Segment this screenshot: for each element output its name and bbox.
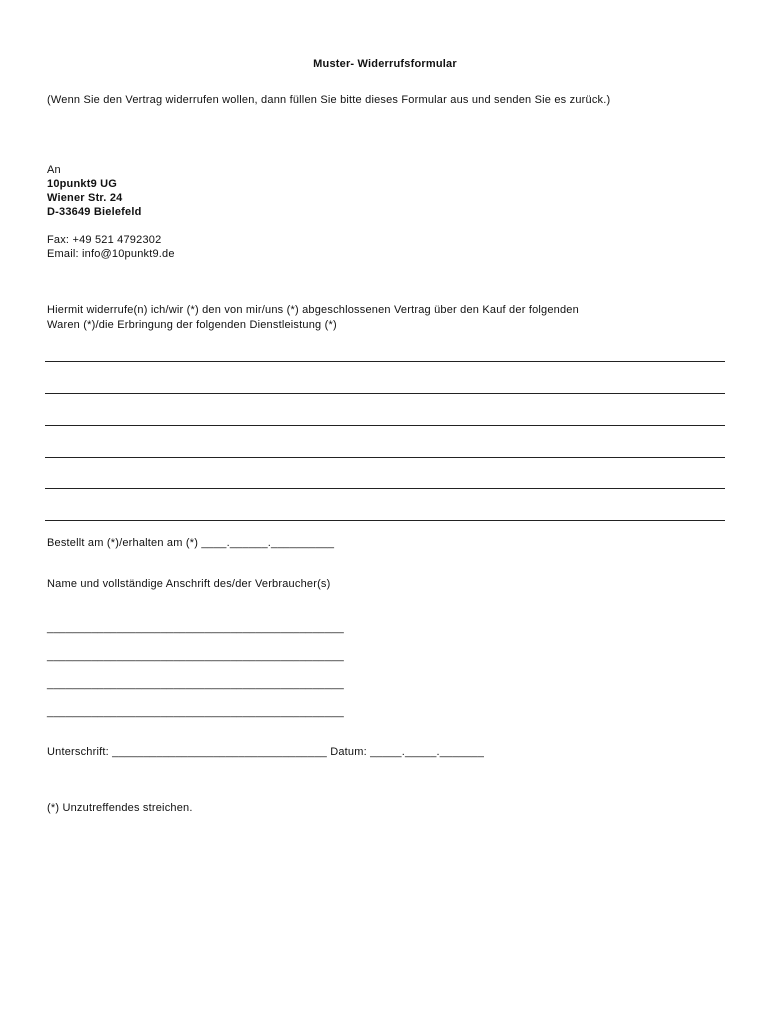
goods-entry-line[interactable] xyxy=(45,425,725,426)
goods-entry-line[interactable] xyxy=(45,361,725,362)
goods-entry-line[interactable] xyxy=(45,457,725,458)
form-title: Muster- Widerrufsformular xyxy=(313,58,457,70)
address-entry-line[interactable]: _______________________________________________ xyxy=(47,622,344,634)
intro-text: (Wenn Sie den Vertrag widerrufen wollen, dann füllen Sie bitte dieses Formular aus und senden Sie es zurück.) xyxy=(47,94,611,106)
recipient-to-label: An xyxy=(47,164,61,176)
address-entry-line[interactable]: _______________________________________________ xyxy=(47,650,344,662)
goods-entry-line[interactable] xyxy=(45,520,725,521)
recipient-email: Email: info@10punkt9.de xyxy=(47,248,175,260)
goods-entry-line[interactable] xyxy=(45,393,725,394)
recipient-company: 10punkt9 UG xyxy=(47,178,118,190)
consumer-name-label: Name und vollständige Anschrift des/der Verbraucher(s) xyxy=(47,578,331,590)
ordered-received-line[interactable]: Bestellt am (*)/erhalten am (*) ____.______.__________ xyxy=(47,537,335,549)
recipient-fax: Fax: +49 521 4792302 xyxy=(47,234,162,246)
declaration-line-1: Hiermit widerrufe(n) ich/wir (*) den von mir/uns (*) abgeschlossenen Vertrag über den Kauf der folgenden xyxy=(47,304,579,316)
recipient-street: Wiener Str. 24 xyxy=(47,192,123,204)
address-entry-line[interactable]: _______________________________________________ xyxy=(47,678,344,690)
footnote: (*) Unzutreffendes streichen. xyxy=(47,802,193,814)
goods-entry-line[interactable] xyxy=(45,488,725,489)
address-entry-line[interactable]: _______________________________________________ xyxy=(47,706,344,718)
recipient-city: D-33649 Bielefeld xyxy=(47,206,142,218)
declaration-line-2: Waren (*)/die Erbringung der folgenden Dienstleistung (*) xyxy=(47,319,337,331)
signature-date-line[interactable]: Unterschrift: __________________________________ Datum: _____._____._______ xyxy=(47,746,485,758)
